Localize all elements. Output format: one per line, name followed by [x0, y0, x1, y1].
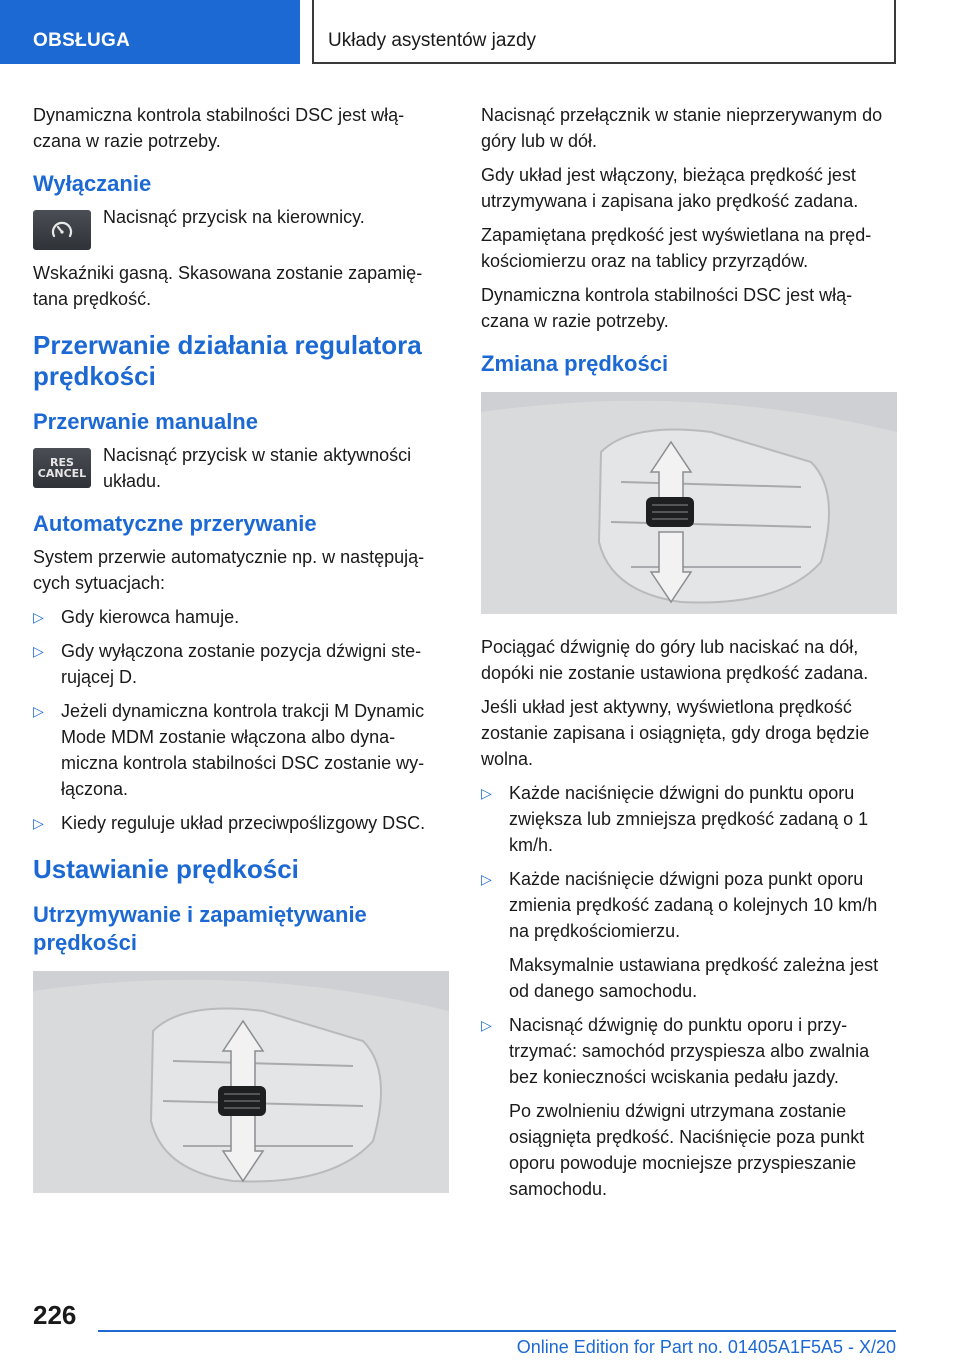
steering-wheel-switch-image	[33, 971, 449, 1193]
triangle-right-icon: ▷	[481, 785, 492, 801]
list-item: ▷ Każde naciśnięcie dźwigni poza punkt oporu zmienia prędkość zadaną o kolejnych 10 km/h na prędkościomierzu. Maksymalnie ustawiana prędkość zależna jest od danego samochodu.	[481, 866, 897, 1004]
footer-divider	[98, 1330, 896, 1332]
triangle-right-icon: ▷	[481, 1017, 492, 1033]
right-column	[481, 102, 897, 1210]
auto-list	[33, 604, 449, 836]
heading-utrzymywanie: Utrzymywanie i zapamiętywanie prędkości	[33, 902, 367, 955]
icon-row-off	[33, 204, 449, 250]
manual-instruction: Nacisnąć przycisk w stanie aktywności układu.	[103, 445, 412, 491]
steering-wheel-switch-image	[481, 392, 897, 614]
triangle-right-icon: ▷	[481, 871, 492, 887]
triangle-right-icon: ▷	[33, 643, 44, 659]
paragraph: Jeśli układ jest aktywny, wyświetlona prędkość zostanie zapisana i osiągnięta, gdy droga będzie wolna.	[481, 697, 870, 769]
list-item: ▷ Jeżeli dynamiczna kontrola trakcji M Dynamic Mode MDM zostanie włączona albo dyna‐miczna kontrola stabilności DSC zostanie wy‐łączona.	[33, 698, 449, 802]
footer-edition: Online Edition for Part no. 01405A1F5A5 - X/20	[516, 1337, 896, 1357]
page-number: 226	[33, 1300, 77, 1330]
list-item: ▷ Nacisnąć dźwignię do punktu oporu i przy‐trzymać: samochód przyspiesza albo zwalnia bez konieczności wciskania pedału jazdy. Po zwolnieniu dźwigni utrzymana zostanie osiągnięta prędkość. Naciśnięcie poza punkt oporu powoduje mocniejsze przyspieszanie samochodu.	[481, 1012, 897, 1202]
list-item-note: Po zwolnieniu dźwigni utrzymana zostanie osiągnięta prędkość. Naciśnięcie poza punkt oporu powoduje mocniejsze przyspieszanie samochodu.	[509, 1101, 865, 1199]
cruise-control-icon	[33, 210, 91, 250]
off-instruction: Nacisnąć przycisk na kierownicy.	[103, 207, 365, 227]
paragraph: Pociągać dźwignię do góry lub naciskać na dół, dopóki nie zostanie ustawiona prędkość zadana.	[481, 637, 869, 683]
heading-wylaczanie: Wyłączanie	[33, 171, 152, 196]
res-cancel-icon: RES CANCEL	[33, 448, 91, 488]
icon-row-manual	[33, 442, 449, 494]
paragraph: Dynamiczna kontrola stabilności DSC jest włą‐czana w razie potrzeby.	[481, 285, 853, 331]
heading-przerwanie: Przerwanie działania regulatora prędkości	[33, 330, 422, 391]
list-item: ▷ Każde naciśnięcie dźwigni do punktu oporu zwiększa lub zmniejsza prędkość zadaną o 1 km/h.	[481, 780, 897, 858]
list-item: ▷ Gdy kierowca hamuje.	[33, 604, 449, 630]
list-item: ▷ Kiedy reguluje układ przeciwpoślizgowy DSC.	[33, 810, 449, 836]
list-item-note: Maksymalnie ustawiana prędkość zależna jest od danego samochodu.	[509, 955, 879, 1001]
chapter-title: Układy asystentów jazdy	[328, 30, 537, 51]
paragraph: Nacisnąć przełącznik w stanie nieprzerywanym do góry lub w dół.	[481, 105, 883, 151]
chapter-header	[312, 0, 896, 64]
left-column	[33, 102, 449, 1213]
paragraph: Wskaźniki gasną. Skasowana zostanie zapamię‐tana prędkość.	[33, 263, 423, 309]
triangle-right-icon: ▷	[33, 609, 44, 625]
list-item: ▷ Gdy wyłączona zostanie pozycja dźwigni ste‐rującej D.	[33, 638, 449, 690]
triangle-right-icon: ▷	[33, 815, 44, 831]
heading-manualne: Przerwanie manualne	[33, 409, 258, 434]
heading-zmiana: Zmiana prędkości	[481, 351, 669, 376]
section-title: OBSŁUGA	[33, 30, 131, 51]
paragraph: Gdy układ jest włączony, bieżąca prędkość jest utrzymywana i zapisana jako prędkość zadana.	[481, 165, 859, 211]
section-tab	[0, 0, 300, 64]
paragraph: System przerwie automatycznie np. w następują‐cych sytuacjach:	[33, 547, 425, 593]
paragraph: Zapamiętana prędkość jest wyświetlana na pręd‐kościomierzu oraz na tablicy przyrządów.	[481, 225, 872, 271]
change-list	[481, 780, 897, 1202]
triangle-right-icon: ▷	[33, 703, 44, 719]
heading-automatyczne: Automatyczne przerywanie	[33, 511, 317, 536]
paragraph: Dynamiczna kontrola stabilności DSC jest włą‐czana w razie potrzeby.	[33, 105, 405, 151]
heading-ustawianie: Ustawianie prędkości	[33, 854, 299, 884]
